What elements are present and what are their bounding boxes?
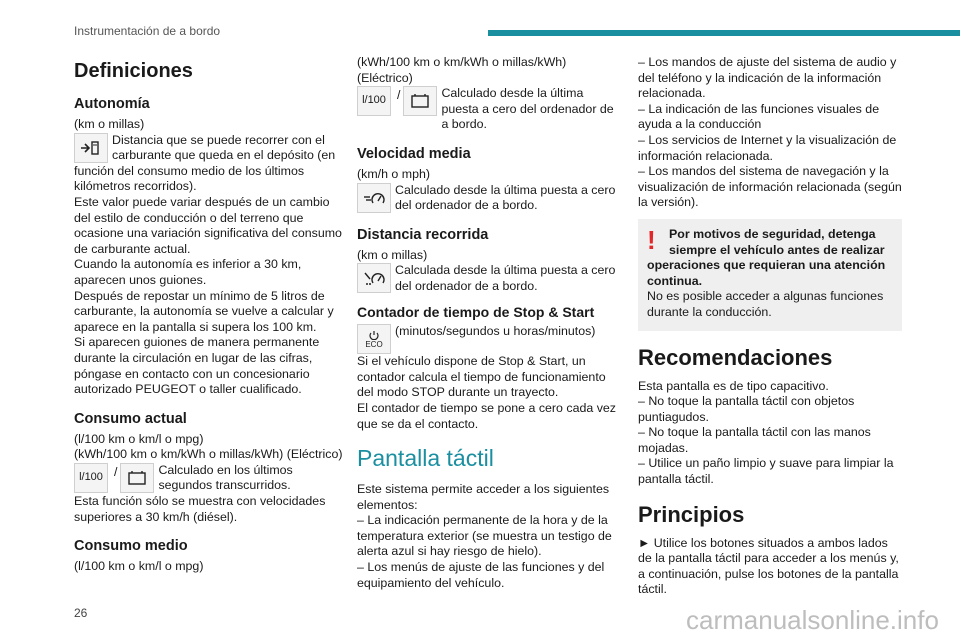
consumo-medio-heading: Consumo medio [74,538,188,555]
definiciones-title: Definiciones [74,60,193,82]
velocidad-heading: Velocidad media [357,145,471,162]
consumo-actual-body: Esta función sólo se muestra con velocidades superiores a 30 km/h (diésel). [74,494,326,524]
icon-separator: / [114,464,118,479]
distancia-icon-text: Calculada desde la última puesta a cero del ordenador de a bordo. [395,263,616,293]
consumo-actual-icon-row [74,463,346,494]
column-3 [638,55,902,598]
autonomia-body: función del consumo medio de los últimos kilómetros recorridos). Este valor puede variar después de un cambio del estilo de conducción o del terreno que ocasione una variación significativa del consumo de carburante actual. Cuando la autonomía es inferior a 30 km, aparecen unos guiones. Después de repostar un mínimo de 5 litros de carburante, la autonomía se vuelve a calcular y aparece en la pantalla si supera los 100 km. Si aparecen guiones de manera permanente durante la circulación en lugar de las cifras, póngase en contacto con un concesionario autorizado PEUGEOT o taller cualificado. [74,163,342,397]
fuel-consumption-icon: l/100 [357,86,391,116]
icon-separator: / [397,88,401,103]
eco-label: ECO [365,339,383,349]
stopstart-icon-row [357,324,623,354]
distancia-heading: Distancia recorrida [357,226,489,243]
warning-icon: ! [647,224,656,255]
warning-bold-first: Por motivos de seguridad, detenga siempre el vehículo antes de realizar [669,226,885,257]
page-number: 26 [74,606,88,620]
stopstart-heading: Contador de tiempo de Stop & Start [357,303,595,320]
velocidad-icon-row [357,183,623,214]
pantalla-tactil-body: Este sistema permite acceder a los siguientes elementos: – La indicación permanente de la hora y de la temperatura exterior (se muestra un testigo de alerta azul si hay riesgo de hielo). – Los menús de ajuste de las funciones y del equipamiento del vehículo. [357,482,612,590]
battery-icon [120,463,154,493]
consumo-actual-heading: Consumo actual [74,410,187,427]
principios-heading: Principios [638,501,745,527]
fuel-consumption-icon: l/100 [74,463,108,493]
safety-warning-box [638,219,902,331]
speedometer-icon [357,183,391,213]
distance-icon [357,263,391,293]
distancia-unit: (km o millas) [357,247,428,262]
eco-stopstart-icon [357,324,391,354]
pantalla-list-continued: – Los mandos de ajuste del sistema de audio y del teléfono y la indicación de la información relacionada. – La indicación de las funciones visuales de ayuda a la conducción – Los servicios de Internet y la visualización de información relacionada. – Los mandos del sistema de navegación y la visualización de información relacionada (según la versión). [638,55,902,210]
consumo-medio-icon-text: Calculado desde la última puesta a cero del ordenador de a bordo. [441,86,614,132]
header-accent-bar [488,30,960,36]
warning-bold-rest: operaciones que requieran una atención continua. [647,258,886,288]
column-2 [357,55,623,591]
distancia-icon-row [357,263,623,294]
velocidad-icon-text: Calculado desde la última puesta a cero del ordenador de a bordo. [395,182,616,213]
header-section-title: Instrumentación de a bordo [74,24,221,38]
pantalla-tactil-heading: Pantalla táctil [357,445,494,472]
fuel-pump-icon [74,133,108,163]
consumo-actual-unit: (l/100 km o km/l o mpg) (kWh/100 km o km/kWh o millas/kWh) (Eléctrico) [74,431,343,462]
consumo-medio-unit-electric: (kWh/100 km o km/kWh o millas/kWh) (Eléctrico) [357,55,567,85]
autonomia-unit: (km o millas) [74,117,145,131]
warning-first-row [647,224,893,258]
autonomia-icon-row [74,133,346,164]
watermark: carmanualsonline.info [686,605,939,635]
battery-icon [403,86,437,116]
consumo-medio-unit: (l/100 km o km/l o mpg) [74,559,204,574]
recomendaciones-body: Esta pantalla es de tipo capacitivo. – No toque la pantalla táctil con objetos puntiagudos. – No toque la pantalla táctil con las manos mojadas. – Utilice un paño limpio y suave para limpiar la pantalla táctil. [638,378,894,487]
autonomia-heading: Autonomía [74,96,150,112]
autonomia-icon-text: Distancia que se puede recorrer con el carburante que queda en el depósito (en [112,132,336,163]
consumo-medio-icon-row [357,86,623,133]
consumo-actual-icon-text: Calculado en los últimos segundos transcurridos. [158,462,293,493]
column-1 [74,55,346,575]
stopstart-icon-text: (minutos/segundos u horas/minutos) [395,324,596,339]
principios-body: ► Utilice los botones situados a ambos lados de la pantalla táctil para acceder a los menús y, a continuación, pulse los botones de la pantalla táctil. [638,535,899,597]
stopstart-body: Si el vehículo dispone de Stop & Start, un contador calcula el tiempo de funcionamiento del modo STOP durante un trayecto. El contador de tiempo se pone a cero cada vez que se da el contacto. [357,354,616,431]
warning-normal: No es posible acceder a algunas funciones durante la conducción. [647,289,884,319]
recomendaciones-heading: Recomendaciones [638,344,833,370]
velocidad-unit: (km/h o mph) [357,166,430,181]
